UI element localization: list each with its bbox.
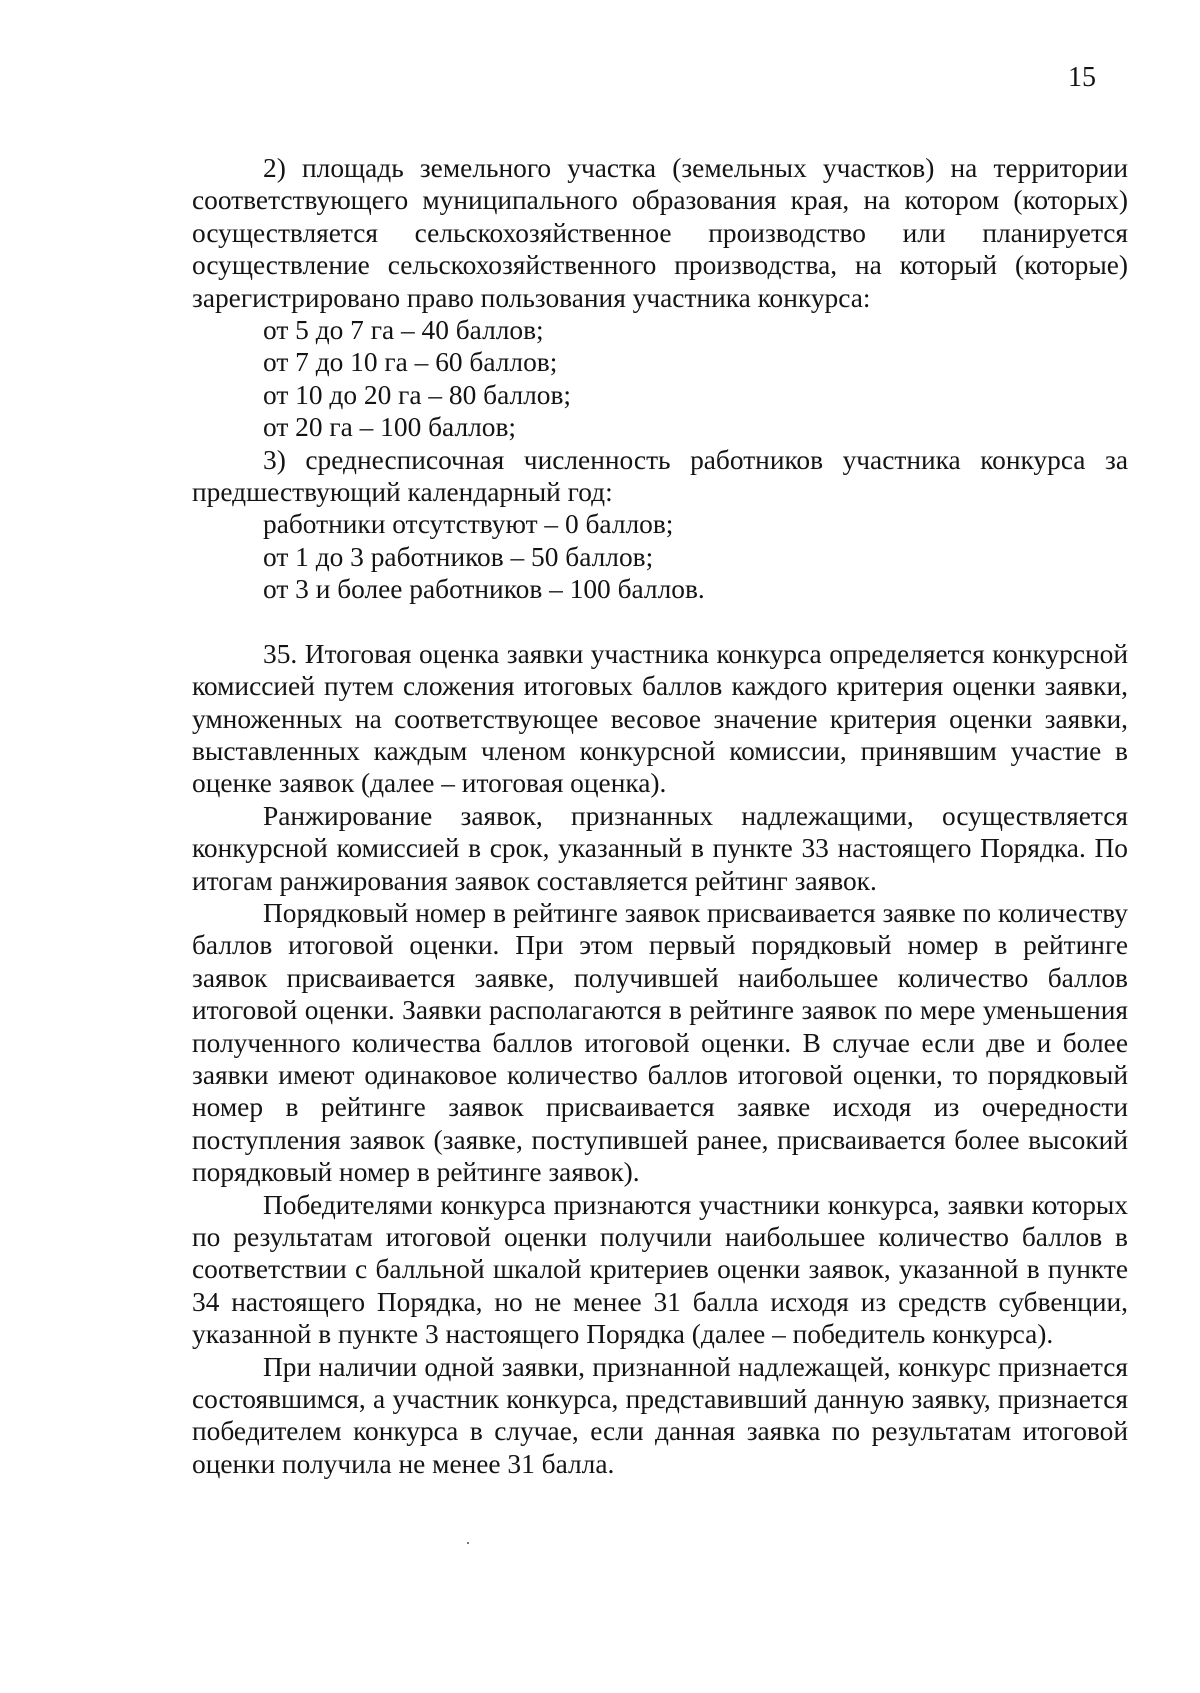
page-number: 15 xyxy=(1068,62,1096,93)
criterion-2-item: от 10 до 20 га – 80 баллов; xyxy=(263,379,572,410)
criterion-3-item: работники отсутствуют – 0 баллов; xyxy=(263,509,674,540)
scan-speck xyxy=(467,1542,469,1544)
section-35-paragraph: 35. Итоговая оценка заявки участника конкурса определяется конкурсной комиссией путем сложения итоговых баллов каждого критерия оценки заявки, умноженных на соответствующее весовое значение критерия оценки заявки, выставленных каждым членом конкурсной комиссии, принявшим участие в оценке заявок (далее – итоговая оценка). xyxy=(192,638,1128,799)
criterion-2-intro: 2) площадь земельного участка (земельных участков) на территории соответствующего муниципального образования края, на котором (которых) осуществляется сельскохозяйственное производство или планируется осуществление сельскохозяйственного производства, на который (которые) зарегистрировано право пользования участника конкурса: xyxy=(192,153,1128,313)
section-35-paragraph: При наличии одной заявки, признанной надлежащей, конкурс признается состоявшимся, а участник конкурса, представивший данную заявку, признается победителем конкурса в случае, если данная заявка по результатам итоговой оценки получила не менее 31 балла. xyxy=(192,1351,1128,1479)
criterion-3-item: от 3 и более работников – 100 баллов. xyxy=(263,574,705,605)
document-body xyxy=(192,152,1128,1480)
criterion-3-item: от 1 до 3 работников – 50 баллов; xyxy=(263,541,654,572)
criterion-3-intro: 3) среднесписочная численность работников участника конкурса за предшествующий календарный год: xyxy=(192,444,1128,508)
section-35-paragraph: Победителями конкурса признаются участники конкурса, заявки которых по результатам итоговой оценки получили наибольшее количество баллов в соответствии с балльной шкалой критериев оценки заявок, указанной в пункте 34 настоящего Порядка, но не менее 31 балла исходя из средств субвенции, указанной в пункте 3 настоящего Порядка (далее – победитель конкурса). xyxy=(192,1189,1128,1350)
criterion-2-item: от 7 до 10 га – 60 баллов; xyxy=(263,347,558,378)
criterion-2-item: от 20 га – 100 баллов; xyxy=(263,412,517,443)
section-35-paragraph: Порядковый номер в рейтинге заявок присваивается заявке по количеству баллов итоговой оценки. При этом первый порядковый номер в рейтинге заявок присваивается заявке, получившей наибольшее количество баллов итоговой оценки. Заявки располагаются в рейтинге заявок по мере уменьшения полученного количества баллов итоговой оценки. В случае если две и более заявки имеют одинаковое количество баллов итоговой оценки, то порядковый номер в рейтинге заявок присваивается заявке исходя из очередности поступления заявок (заявке, поступившей ранее, присваивается более высокий порядковый номер в рейтинге заявок). xyxy=(192,897,1128,1188)
criterion-2-item: от 5 до 7 га – 40 баллов; xyxy=(263,315,544,346)
section-35-paragraph: Ранжирование заявок, признанных надлежащими, осуществляется конкурсной комиссией в срок, указанный в пункте 33 настоящего Порядка. По итогам ранжирования заявок составляется рейтинг заявок. xyxy=(192,800,1128,896)
